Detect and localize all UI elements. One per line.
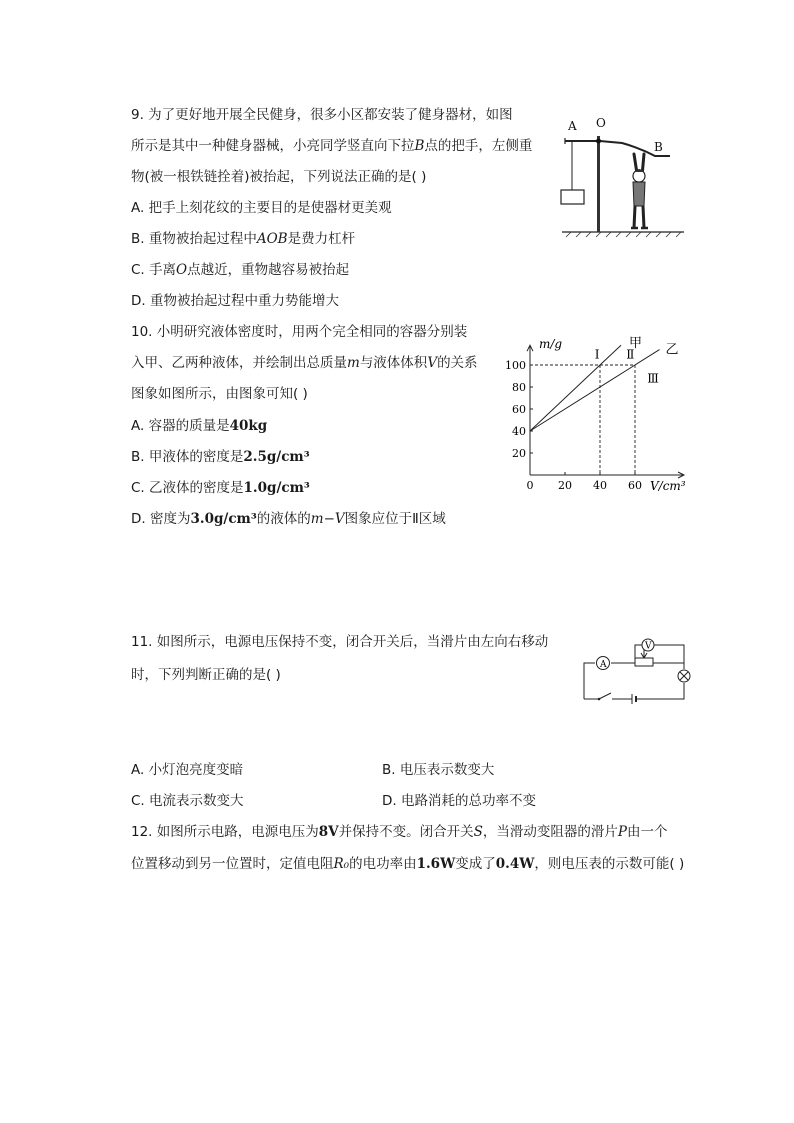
region-label-1: Ⅰ [594, 347, 600, 362]
q9-option-b: B. 重物被抬起过程中AOB是费力杠杆 [131, 231, 356, 247]
x-tick-label: 0 [526, 479, 534, 492]
q10-stem-line-3: 图象如图所示，由图象可知( ) [131, 386, 308, 402]
q9-option-a: A. 把手上刻花纹的主要目的是使器材更美观 [131, 200, 392, 216]
q10-stem-line-2: 入甲、乙两种液体，并绘制出总质量m与液体体积V的关系 [131, 355, 478, 371]
y-axis-label: m/g [539, 337, 563, 351]
q9-lever-figure [560, 114, 690, 238]
support-post [597, 136, 600, 232]
q9-stem-line-3: 物(被一根铁链拴着)被抬起，下列说法正确的是( ) [131, 169, 427, 185]
q12-stem-line-1: 12. 如图所示电路，电源电压为8V并保持不变。闭合开关S，当滑动变阻器的滑片P由一个 [131, 824, 668, 840]
rheostat [635, 658, 653, 666]
y-tick-label: 100 [505, 359, 526, 372]
y-tick-label: 80 [512, 381, 526, 394]
q12-stem-line-2: 位置移动到另一位置时，定值电阻R₀的电功率由1.6W变成了0.4W，则电压表的示数可能( ) [131, 856, 685, 872]
weight-block [561, 190, 584, 204]
series-line-2 [530, 350, 660, 431]
q9-option-c: C. 手离O点越近，重物越容易被抬起 [131, 262, 350, 278]
mass-volume-chart [505, 318, 700, 498]
chart-ticks [505, 359, 642, 492]
x-tick-label: 20 [558, 479, 572, 492]
y-tick-label: 40 [512, 425, 526, 438]
series-line-1 [530, 345, 621, 431]
q10-option-d: D. 密度为3.0g/cm³的液体的m−V图象应位于Ⅱ区域 [131, 511, 446, 527]
label-A: A [568, 119, 577, 133]
y-tick-label: 60 [512, 403, 526, 416]
q11-option-d: D. 电路消耗的总功率不变 [382, 793, 536, 809]
q10-stem-line-1: 10. 小明研究液体密度时，用两个完全相同的容器分别装 [131, 324, 468, 340]
ammeter-label: A [600, 660, 607, 670]
q9-stem-line-2: 所示是其中一种健身器械，小亮同学竖直向下拉B点的把手，左侧重 [131, 138, 533, 154]
series-label-2: 乙 [665, 342, 679, 358]
x-tick-label: 60 [628, 479, 642, 492]
x-tick-label: 40 [593, 479, 607, 492]
region-label-2: Ⅱ [626, 347, 635, 362]
label-B: B [654, 140, 663, 154]
q10-option-a: A. 容器的质量是40kg [131, 418, 268, 434]
q11-option-b: B. 电压表示数变大 [382, 762, 495, 778]
q11-circuit-diagram [580, 633, 692, 707]
pivot-point [596, 139, 601, 144]
q11-option-c: C. 电流表示数变大 [131, 793, 244, 809]
label-O: O [596, 116, 606, 130]
series-label-1: 甲 [629, 336, 643, 352]
ground-hatch [566, 232, 681, 237]
q9-stem-line-1: 9. 为了更好地开展全民健身，很多小区都安装了健身器材，如图 [131, 107, 513, 123]
y-tick-label: 20 [512, 447, 526, 460]
voltmeter-label: V [645, 641, 652, 652]
q9-option-d: D. 重物被抬起过程中重力势能增大 [131, 293, 339, 309]
q11-stem-line-2: 时，下列判断正确的是( ) [131, 667, 281, 683]
q10-option-c: C. 乙液体的密度是1.0g/cm³ [131, 480, 310, 496]
q10-option-b: B. 甲液体的密度是2.5g/cm³ [131, 449, 310, 465]
q11-stem-line-1: 11. 如图所示，电源电压保持不变，闭合开关后，当滑片由左向右移动 [131, 634, 549, 650]
switch-blade [599, 693, 611, 699]
q11-option-a: A. 小灯泡亮度变暗 [131, 762, 244, 778]
person-figure [631, 154, 648, 228]
x-axis-label: V/cm³ [650, 479, 686, 493]
region-label-3: Ⅲ [647, 371, 659, 386]
